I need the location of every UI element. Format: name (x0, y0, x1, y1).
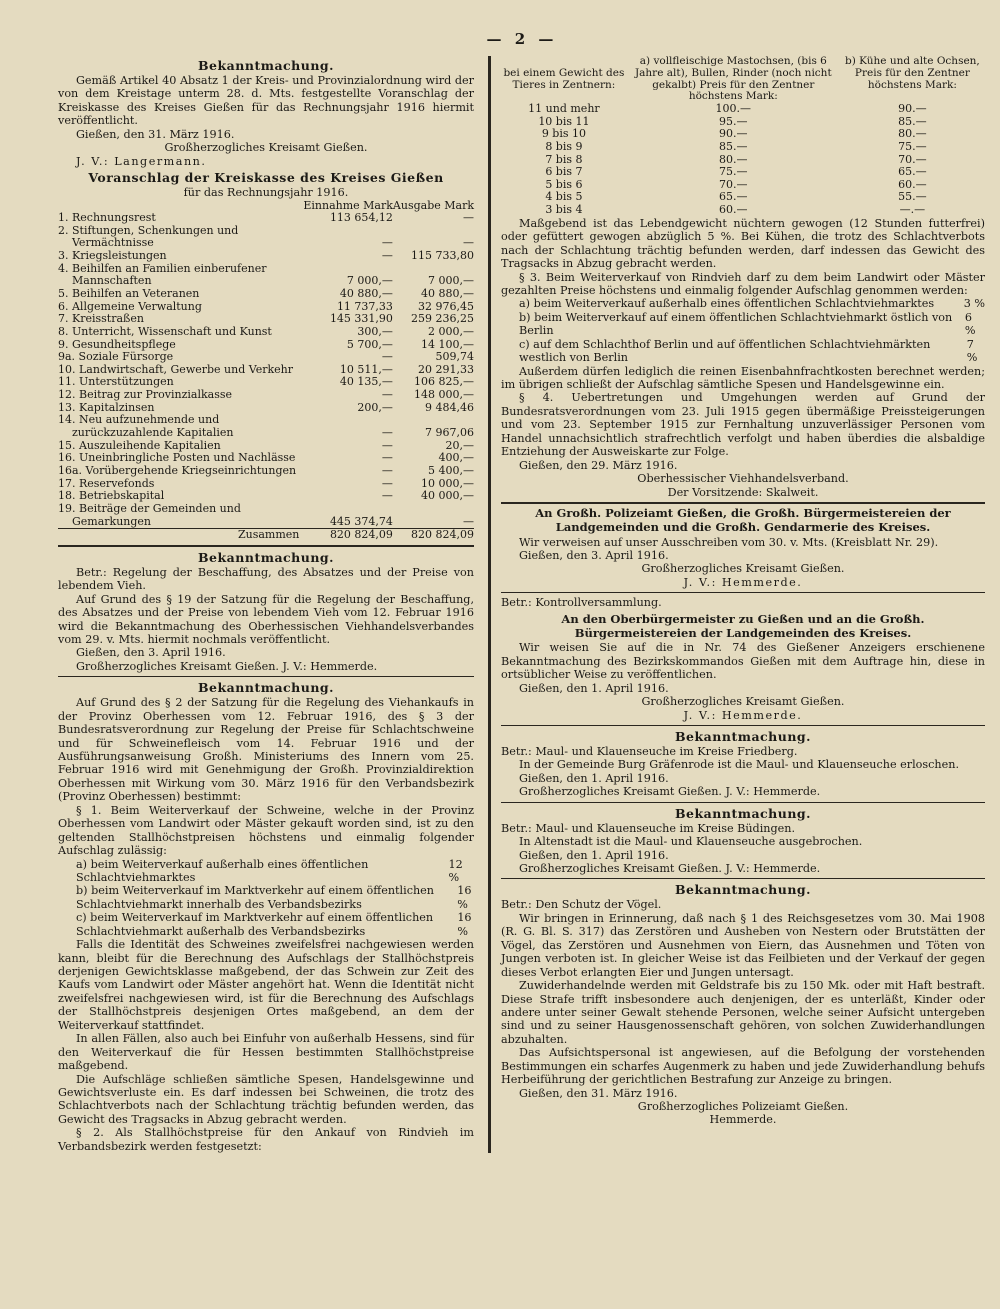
section-divider (501, 725, 985, 726)
notice-title: Bekanntmachung. (674, 805, 812, 821)
markup-item-percent: 12 % (448, 857, 463, 884)
markup-item-text: c) auf dem Schlachthof Berlin und auf öffentlichen Schlachtviehmärkten westlich von Berlin (519, 337, 931, 365)
notice-body: In Altenstadt ist die Maul- und Klauenseuche ausgebrochen. (519, 835, 863, 849)
budget-item-expense: 32 976,45 (418, 299, 474, 313)
budget-item-income: 445 374,74 (329, 514, 393, 528)
budget-item-expense: 7 000,— (428, 274, 474, 288)
budget-item-income: 11 737,33 (336, 299, 393, 313)
notice-date: Gießen, den 1. April 1916. (519, 681, 669, 695)
notice-bird-protection (501, 882, 985, 1126)
budget-item-income: — (381, 350, 393, 364)
budget-row (58, 503, 474, 529)
budget-item-label: 17. Reservefonds (58, 476, 155, 490)
markup-item (501, 311, 985, 338)
budget-item-income: 40 880,— (339, 286, 393, 300)
budget-item-label: 19. Beiträge der Gemeinden und Gemarkungen (58, 501, 241, 528)
budget-total-expense: 820 824,09 (393, 529, 474, 542)
price-weight: 6 bis 7 (545, 165, 583, 179)
notice-title: Bekanntmachung. (197, 680, 335, 696)
price-weight: 11 und mehr (528, 102, 600, 115)
notice-date: Gießen, den 3. April 1916. (76, 646, 226, 660)
notice-paragraph: Zuwiderhandelnde werden mit Geldstrafe bis zu 150 Mk. oder mit Haft bestraft. Diese Strafe trifft insbesondere auch denjenigen, der es unterläßt, Kinder oder andere unter seiner Gewalt stehende Personen, welche seiner Aufsicht untergeben sind und zu seiner Hausgenossenschaft gehören, von solchen Zuwiderhandlungen abzuhalten. (501, 979, 985, 1046)
budget-item-expense: — (463, 211, 474, 225)
notice-body: In der Gemeinde Burg Gräfenrode ist die Maul- und Klauenseuche erloschen. (519, 758, 959, 772)
budget-item-income: — (381, 451, 393, 465)
notice-paragraph: § 2. Als Stallhöchstpreise für den Ankauf von Rindvieh im Verbandsbezirk werden festgesetzt: (58, 1126, 474, 1153)
notice-paragraph: § 4. Uebertretungen und Umgehungen werden auf Grund der Bundesratsverordnungen vom 23. Juli 1915 gegen übermäßige Preissteigerungen und vom 23. September 1915 zur Fernhaltung unzuverlässiger Personen vom Handel unnachsichtlich strafrechtlich verfolgt und haben überdies die alsbaldige Entziehung der Ausweiskarte zur Folge. (501, 391, 985, 459)
budget-item-label: 6. Allgemeine Verwaltung (58, 299, 202, 313)
budget-item-label: 16a. Vorübergehende Kriegseinrichtungen (58, 463, 297, 477)
markup-list (58, 858, 474, 939)
notice-date: Gießen, den 3. April 1916. (519, 548, 669, 562)
notice-paragraph: Das Aufsichtspersonal ist angewiesen, auf die Befolgung der vorstehenden Bestimmungen ein scharfes Augenmerk zu haben und jede Zuwiderhandlung behufs Herbeiführung der gerichtlichen Bestrafung zur Anzeige zu bringen. (501, 1046, 985, 1087)
price-weight: 5 bis 6 (545, 177, 583, 191)
budget-item-income: — (381, 438, 393, 452)
budget-item-income: — (381, 463, 393, 477)
budget-col-expense: Ausgabe Mark (392, 198, 474, 212)
notice-pig-markup (58, 680, 474, 1153)
notice-signer: J. V.: Hemmerde. (683, 575, 803, 589)
price-row (501, 141, 985, 154)
price-cows: 60.— (898, 177, 927, 191)
notice-body: Auf Grund des § 19 der Satzung für die Regelung der Beschaffung, des Absatzes und der Preise von lebendem Vieh vom 12. Februar 1916 wird die Bekanntmachung des Oberhessischen Viehhandelsverbandes vom 29. v. Mts. hiermit nochmals veröffentlicht. (58, 592, 474, 646)
notice-paragraph: Außerdem dürfen lediglich die reinen Eisenbahnfrachtkosten berechnet werden; im übrigen schließt der Aufschlag sämtliche Spesen und Handelsgewinne ein. (501, 364, 985, 392)
price-weight: 4 bis 5 (545, 190, 583, 204)
price-col-cows: b) Kühe und alte Ochsen, Preis für den Zentner höchstens Mark: (845, 55, 980, 91)
markup-item-text: a) beim Weiterverkauf außerhalb eines öffentlichen Schlachtviehmarktes (76, 857, 369, 884)
markup-item-percent: 16 % (457, 911, 472, 938)
budget-item-expense: 5 400,— (428, 463, 474, 477)
notice-livestock-regulation (58, 550, 474, 674)
budget-row (58, 288, 474, 301)
notice-paragraph: Die Aufschläge schließen sämtliche Spesen, Handelsgewinne und Gewichtsverluste ein. Es darf indessen bei Schweinen, die trotz des Schlachtverbots nach der Schlachtung trächtig befunden werden, das Gewicht des Tragsacks in Abzug gebracht werden. (58, 1072, 474, 1126)
notice-signer: Der Vorsitzende: Skalweit. (667, 485, 819, 499)
notice-body: Gemäß Artikel 40 Absatz 1 der Kreis- und Provinzialordnung wird der von dem Kreistage unterm 28. d. Mts. festgestellte Voranschlag der Kreiskasse des Kreises Gießen für das Rechnungsjahr 1916 hiermit veröffentlicht. (58, 74, 474, 128)
notice-signer: J. V.: Hemmerde. (683, 708, 803, 722)
markup-item (501, 338, 985, 365)
column-divider (488, 56, 491, 1153)
budget-item-label: 9a. Soziale Fürsorge (58, 350, 174, 364)
budget-item-income: — (381, 249, 393, 263)
price-cows: 80.— (898, 127, 927, 141)
budget-row (58, 250, 474, 263)
notice-org: Oberhessischer Viehhandelsverband. (637, 472, 849, 486)
notice-subject: Betr.: Den Schutz der Vögel. (501, 898, 662, 912)
budget-item-label: 11. Unterstützungen (58, 375, 174, 389)
budget-item-income: 145 331,90 (329, 312, 393, 326)
budget-subtitle: für das Rechnungsjahr 1916. (183, 186, 349, 200)
price-cows: 90.— (898, 102, 927, 115)
budget-item-label: 9. Gesundheitspflege (58, 337, 176, 351)
budget-row (58, 490, 474, 503)
section-divider (58, 545, 474, 547)
notice-title: Bekanntmachung. (674, 882, 812, 898)
budget-item-income: 300,— (357, 324, 393, 338)
price-oxen: 100.— (715, 102, 752, 115)
price-weight: 7 bis 8 (545, 152, 583, 166)
markup-item-percent: 3 % (963, 297, 985, 311)
notice-authority: Großherzogliches Kreisamt Gießen. (641, 695, 845, 709)
budget-item-income: 40 135,— (339, 375, 393, 389)
notice-subject: Betr.: Regelung der Beschaffung, des Absatzes und der Preise von lebendem Vieh. (58, 565, 474, 593)
notice-body: Wir weisen Sie auf die in Nr. 74 des Gießener Anzeigers erschienene Bekanntmachung des Bezirkskommandos Gießen mit dem Auftrage hin, diese in ortsüblicher Weise zu veröffentlichen. (501, 641, 985, 682)
section-divider (501, 592, 985, 593)
notice-paragraph: In allen Fällen, also auch bei Einfuhr von außerhalb Hessens, sind für den Weiterverkauf die für Hessen bestimmten Stallhöchstpreise maßgebend. (58, 1032, 474, 1073)
budget-item-label: 4. Beihilfen an Familien einberufener Mannschaften (58, 261, 267, 288)
budget-item-expense: 400,— (438, 451, 474, 465)
notice-subject: Betr.: Maul- und Klauenseuche im Kreise Friedberg. (501, 744, 798, 758)
budget-item-expense: 2 000,— (428, 324, 474, 338)
price-oxen: 75.— (719, 165, 748, 179)
notice-police-office (501, 507, 985, 589)
budget-item-label: 8. Unterricht, Wissenschaft und Kunst (58, 324, 272, 338)
notice-foot-mouth-buedingen (501, 806, 985, 876)
notice-budget-publication (58, 58, 474, 168)
price-cows: —.— (899, 203, 926, 217)
notice-foot-mouth-friedberg (501, 729, 985, 799)
budget-item-expense: 10 000,— (421, 476, 474, 490)
section-divider (501, 802, 985, 803)
budget-item-expense: 106 825,— (414, 375, 474, 389)
notice-signer: J. V.: Langermann. (76, 154, 207, 168)
price-cows: 85.— (898, 114, 927, 128)
budget-item-income: 5 700,— (346, 337, 393, 351)
budget-item-expense: 7 967,06 (425, 426, 474, 440)
columns (58, 56, 986, 1153)
markup-item-text: b) beim Weiterverkauf auf einem öffentlichen Schlachtviehmarkt östlich von Berlin (519, 310, 953, 338)
budget-item-label: 1. Rechnungsrest (58, 211, 156, 225)
notice-paragraph: § 1. Beim Weiterverkauf der Schweine, welche in der Provinz Oberhessen vom Landwirt oder Mäster gekauft worden sind, ist zu den geltenden Stallhöchstpreisen höchstens und einmalig folgender Aufschlag zulässig: (58, 803, 474, 858)
budget-item-label: 10. Landwirtschaft, Gewerbe und Verkehr (58, 362, 293, 376)
markup-item-percent: 16 % (457, 884, 472, 911)
price-weight: 9 bis 10 (541, 127, 587, 141)
markup-item (58, 911, 474, 938)
budget-total-row (58, 529, 474, 542)
markup-item (58, 858, 474, 885)
budget-item-income: 7 000,— (346, 274, 393, 288)
notice-authority: Großherzogliches Kreisamt Gießen. (164, 141, 368, 155)
budget-item-label: 2. Stiftungen, Schenkungen und Vermächtnisse (58, 223, 239, 250)
budget-item-expense: 40 880,— (421, 286, 474, 300)
notice-title: Bekanntmachung. (197, 58, 335, 73)
price-row (501, 204, 985, 217)
budget-item-income: 200,— (357, 400, 393, 414)
notice-title: An den Oberbürgermeister zu Gießen und an die Großh. Bürgermeistereien der Landgemeinden des Kreises. (561, 611, 925, 640)
price-oxen: 90.— (719, 127, 748, 141)
budget-item-expense: — (463, 514, 474, 528)
budget-item-income: — (381, 476, 393, 490)
budget-item-income: — (381, 236, 393, 250)
notice-control-assembly (501, 596, 985, 722)
price-row (501, 166, 985, 179)
notice-signer: Hemmerde. (709, 1113, 777, 1127)
budget-item-income: 10 511,— (339, 362, 393, 376)
budget-item-income: 113 654,12 (329, 211, 393, 225)
budget-row (58, 313, 474, 326)
price-weight: 10 bis 11 (538, 114, 590, 128)
markup-list (501, 297, 985, 364)
budget-item-expense: 259 236,25 (411, 312, 474, 326)
budget-item-income: — (381, 388, 393, 402)
price-oxen: 65.— (719, 190, 748, 204)
section-divider (501, 878, 985, 879)
right-column (497, 56, 985, 1153)
section-divider (58, 676, 474, 677)
budget-total-income: 820 824,09 (303, 529, 393, 542)
budget-row (58, 351, 474, 364)
notice-body: Wir bringen in Erinnerung, daß nach § 1 des Reichsgesetzes vom 30. Mai 1908 (R. G. Bl. S. 317) das Zerstören und Ausheben von Nestern oder Brutstätten der Vögel, das Zerstören und Ausnehmen von Eiern, das Ausnehmen und Töten von Jungen verboten ist. In gleicher Weise ist das Feilbieten und der Verkauf der gegen dieses Verbot erlangten Eier und Jungen untersagt. (501, 911, 985, 979)
budget-item-expense: 9 484,46 (425, 400, 474, 414)
price-cows: 65.— (898, 165, 927, 179)
notice-date: Gießen, den 29. März 1916. (519, 458, 678, 472)
notice-subject: Betr.: Kontrollversammlung. (501, 596, 662, 610)
budget-item-expense: 20 291,33 (418, 362, 474, 376)
notice-paragraph: § 3. Beim Weiterverkauf von Rindvieh darf zu dem beim Landwirt oder Mäster gezahlten Preise höchstens und einmalig folgender Aufschlag genommen werden: (501, 270, 985, 297)
budget-item-expense: 509,74 (435, 350, 474, 364)
budget-item-label: 18. Betriebskapital (58, 489, 165, 503)
budget-col-income: Einnahme Mark (303, 198, 393, 212)
budget-item-income: — (381, 489, 393, 503)
budget-title: Voranschlag der Kreiskasse des Kreises Gießen (88, 170, 444, 186)
price-header-row (501, 56, 985, 103)
budget-item-label: 16. Uneinbringliche Posten und Nachlässe (58, 451, 296, 465)
price-col-oxen: a) vollfleischige Mastochsen, (bis 6 Jahre alt), Bullen, Rinder (noch nicht gekalbt) Preis für den Zentner höchstens Mark: (634, 55, 832, 103)
price-oxen: 85.— (719, 139, 748, 153)
budget-item-expense: — (463, 236, 474, 250)
budget-item-expense: 20,— (445, 438, 474, 452)
budget-row (58, 326, 474, 339)
budget-table-section (58, 170, 474, 542)
notice-subject: Betr.: Maul- und Klauenseuche im Kreise Büdingen. (501, 821, 796, 835)
budget-item-expense: 40 000,— (421, 489, 474, 503)
notice-paragraph: Maßgebend ist das Lebendgewicht nüchtern gewogen (12 Stunden futterfrei) oder gefüttert gewogen abzüglich 5 %. Bei Kühen, die trotz des Schlachtverbots nach der Schlachtung trächtig befunden werden, darf indessen das Gewicht des Tragsacks in Abzug gebracht werden. (501, 216, 985, 271)
left-column (58, 56, 482, 1153)
budget-row (58, 212, 474, 225)
notice-date: Gießen, den 31. März 1916. (519, 1086, 678, 1100)
section-divider (501, 502, 985, 504)
price-oxen: 70.— (719, 177, 748, 191)
budget-item-label: 15. Auszuleihende Kapitalien (58, 438, 221, 452)
notice-authority: Großherzogliches Polizeiamt Gießen. (637, 1100, 849, 1114)
price-oxen: 95.— (719, 114, 748, 128)
notice-paragraph: Falls die Identität des Schweines zweifelsfrei nachgewiesen werden kann, bleibt für die Berechnung des Aufschlags der Stallhöchstpreis derjenigen Gewichtsklasse maßgebend, der das Schwein zur Zeit des Kaufs vom Landwirt oder Mäster angehört hat. Wenn die Identität nicht zweifelsfrei nachgewiesen wird, ist für die Berechnung des Aufschlags der Stallhöchstpreis desjenigen Ortes maßgebend, an dem der Weiterverkauf stattfindet. (58, 938, 474, 1032)
budget-row (58, 263, 474, 288)
budget-row (58, 414, 474, 439)
cattle-price-table (501, 56, 985, 217)
price-weight: 8 bis 9 (545, 139, 583, 153)
notice-title: An Großh. Polizeiamt Gießen, die Großh. Bürgermeistereien der Landgemeinden und die Großh. Gendarmerie des Kreises. (535, 505, 951, 534)
price-oxen: 60.— (719, 203, 748, 217)
price-row (501, 103, 985, 116)
markup-item-text: a) beim Weiterverkauf außerhalb eines öffentlichen Schlachtviehmarktes (519, 297, 935, 311)
notice-signature: Großherzogliches Kreisamt Gießen. J. V.: Hemmerde. (76, 659, 378, 673)
notice-date: Gießen, den 1. April 1916. (519, 848, 669, 862)
budget-row (58, 465, 474, 478)
markup-item-text: b) beim Weiterverkauf im Marktverkehr auf einem öffentlichen Schlachtviehmarkt innerhalb des Verbandsbezirks (76, 884, 435, 911)
budget-item-label: 5. Beihilfen an Veteranen (58, 286, 200, 300)
page-number: — 2 — (486, 30, 558, 48)
notice-cattle-cont (501, 217, 985, 499)
budget-item-label: 3. Kriegsleistungen (58, 249, 167, 263)
budget-total-label: Zusammen (58, 529, 303, 542)
budget-item-expense: 14 100,— (421, 337, 474, 351)
notice-intro: Auf Grund des § 2 der Satzung für die Regelung des Viehankaufs in der Provinz Oberhessen vom 12. Februar 1916, des § 3 der Bundesratsverordnung zur Regelung der Preise für Schlachtschweine und für Schweinefleisch vom 14. Februar 1916 und der Ausführungsanweisung Großh. Ministeriums des Innern vom 25. Februar 1916 wird mit Genehmigung der Großh. Provinzialdirektion Oberhessen mit Wirkung vom 30. März 1916 für den Verbandsbezirk (Provinz Oberhessen) bestimmt: (58, 696, 474, 804)
budget-item-label: 12. Beitrag zur Provinzialkasse (58, 388, 233, 402)
budget-item-label: 14. Neu aufzunehmende und zurückzuzahlende Kapitalien (58, 413, 234, 440)
notice-authority: Großherzogliches Kreisamt Gießen. (641, 562, 845, 576)
markup-item-percent: 7 % (966, 337, 978, 365)
price-weight: 3 bis 4 (545, 203, 583, 217)
budget-item-income: — (381, 426, 393, 440)
budget-item-label: 13. Kapitalzinsen (58, 400, 155, 414)
markup-item-percent: 6 % (964, 310, 976, 338)
notice-title: Bekanntmachung. (197, 549, 335, 565)
markup-item (58, 884, 474, 911)
price-cows: 70.— (898, 152, 927, 166)
budget-item-expense: 115 733,80 (411, 249, 474, 263)
budget-item-label: 7. Kreisstraßen (58, 312, 144, 326)
markup-item-text: c) beim Weiterverkauf im Marktverkehr auf einem öffentlichen Schlachtviehmarkt außerhalb des Verbandsbezirks (76, 911, 434, 938)
budget-row (58, 389, 474, 402)
price-oxen: 80.— (719, 152, 748, 166)
notice-date: Gießen, den 1. April 1916. (519, 771, 669, 785)
notice-body: Wir verweisen auf unser Ausschreiben vom 30. v. Mts. (Kreisblatt Nr. 29). (519, 535, 939, 549)
budget-table (58, 200, 474, 542)
notice-signature: Großherzogliches Kreisamt Gießen. J. V.: Hemmerde. (519, 862, 821, 876)
price-cows: 75.— (898, 139, 927, 153)
notice-title: Bekanntmachung. (674, 728, 812, 744)
price-col-weight: bei einem Gewicht des Tieres in Zentnern: (503, 66, 625, 91)
notice-signature: Großherzogliches Kreisamt Gießen. J. V.: Hemmerde. (519, 785, 821, 799)
price-cows: 55.— (898, 190, 927, 204)
budget-row (58, 225, 474, 250)
budget-item-expense: 148 000,— (414, 388, 474, 402)
markup-item (501, 297, 985, 310)
notice-date: Gießen, den 31. März 1916. (76, 127, 235, 141)
